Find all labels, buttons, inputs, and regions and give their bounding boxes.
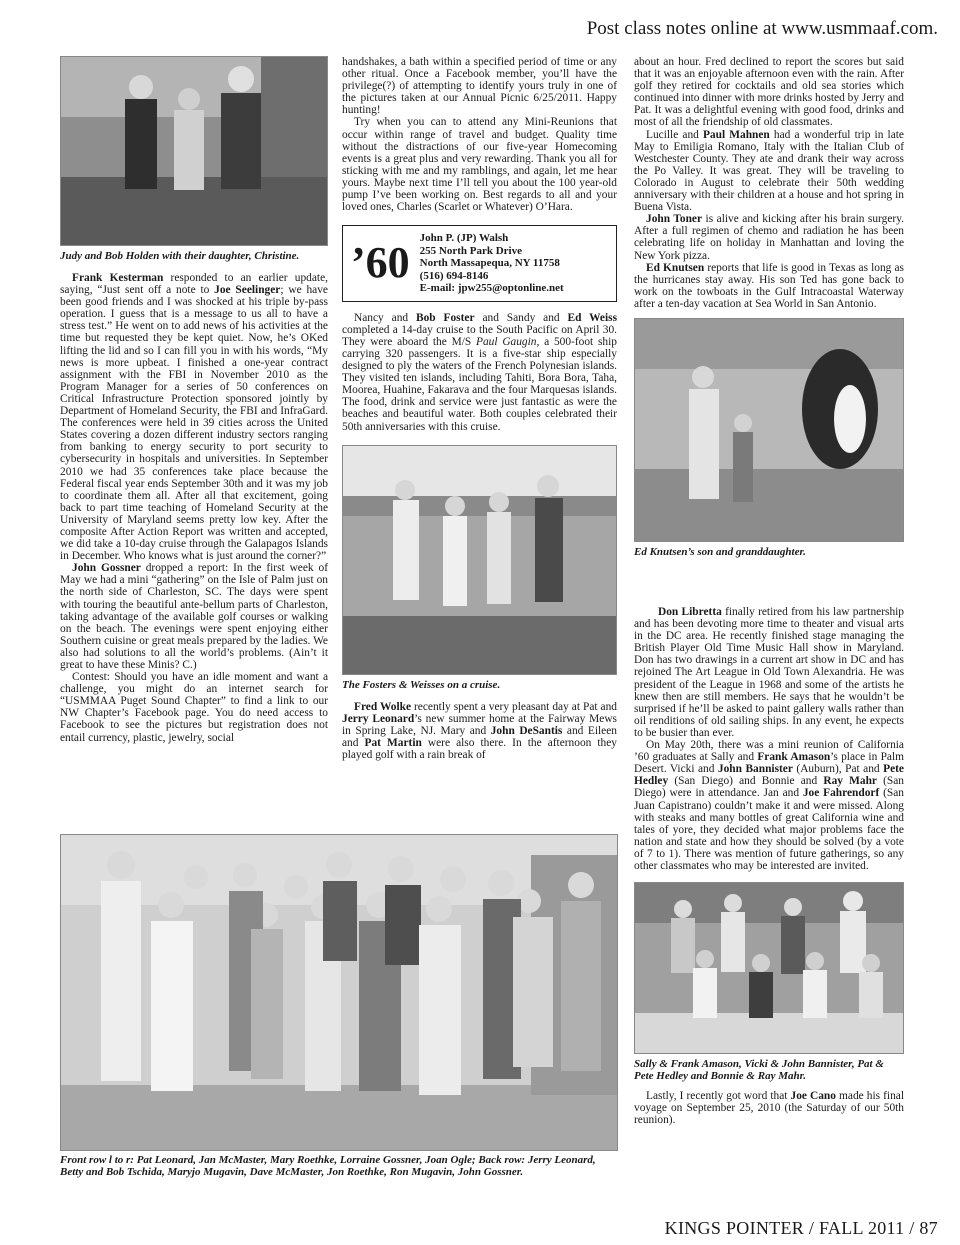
photo-california-reunion xyxy=(634,882,904,1054)
photo-caption-fosters: The Fosters & Weisses on a cruise. xyxy=(342,678,501,691)
secretary-street: 255 North Park Drive xyxy=(419,244,522,257)
text-wolke-d: were also there. In the afternoon they played golf with a rain break of xyxy=(342,736,618,762)
paragraph-wolke xyxy=(342,701,617,761)
name-gossner: John Gossner xyxy=(72,562,141,575)
text-lucille-a: Lucille and xyxy=(646,128,703,141)
photo-caption-california: Sally & Frank Amason, Vicki & John Bannister, Pat & Pete Hedley and Bonnie & Ray Mahr. xyxy=(634,1058,884,1083)
photo-knutsen-son xyxy=(634,318,904,542)
photo-caption-knutsen: Ed Knutsen’s son and granddaughter. xyxy=(634,545,806,558)
name-john-desantis: John DeSantis xyxy=(490,724,563,737)
paragraph-handshakes: handshakes, a bath within a specified period of time or any other ritual. Once a Facebook member, you’ll have the privilege(?) of attempting to identify yours truly in one of the pictures taken at our Annual Picnic 6/25/2011. Happy hunting! xyxy=(342,56,617,117)
paragraph-toner xyxy=(634,213,904,261)
photo-holden-family xyxy=(60,56,328,246)
secretary-name: John P. (JP) Walsh xyxy=(419,232,509,245)
text-wolke-a: recently spent a very pleasant day at Pat and xyxy=(411,700,618,713)
paragraph-contest: Contest: Should you have an idle moment and want a challenge, you might do an internet search for “USMMAA Puget Sound Chapter” to find a link to our NW Chapter’s Facebook page. You do need access to Facebook to see the pictures but registration does not entail currency, plastic, jewelry, social xyxy=(60,671,328,744)
name-fred-wolke: Fred Wolke xyxy=(354,700,412,713)
column-3-lower xyxy=(634,606,904,1126)
paragraph-gossner xyxy=(60,562,328,671)
name-joe-fahrendorf: Joe Fahrendorf xyxy=(802,787,880,800)
column-1 xyxy=(60,56,328,744)
name-don-libretta: Don Libretta xyxy=(658,606,722,618)
paragraph-libretta xyxy=(634,606,904,739)
paragraph-knutsen xyxy=(634,262,904,310)
paragraph-golf: about an hour. Fred declined to report the scores but said that it was an enjoyable afternoon even with the rain. After golf they retired for cocktails and old sea stories which continued into dinner with more drinks hosted by Jerry and Pat. It was a delightful evening with good food, drinks and most of all the friendship of old classmates. xyxy=(634,56,904,129)
text-nancy-d: a 500-foot ship carrying 320 passengers. It is a five-star ship especially designed to ply the waters of the French Polynesian islands. They visited ten islands, including Tahiti, Bora Bora, Taha, Moorea, Huahine, Fakarava and the four Marquesas islands. The food, drink and service were just fantastic as were the beaches and beautiful water. Both couples celebrated their 50th anniversaries with this cruise. xyxy=(342,335,617,433)
header-note: Post class notes online at www.usmmaaf.com. xyxy=(586,18,938,39)
text-may-a: On May 20th, there was a mini reunion of California ’60 graduates at Sally and xyxy=(634,739,904,764)
text-may-e: (San Diego) were in attendance. Jan and xyxy=(634,775,904,800)
photo-caption-holden: Judy and Bob Holden with their daughter, Christine. xyxy=(60,250,300,262)
photo-group-charleston xyxy=(60,834,618,1151)
text-wolke-c: and Eileen and xyxy=(342,724,617,749)
text-nancy-c: completed a 14-day cruise to the South Pacific on April 30. They were aboard the M/S xyxy=(342,323,617,348)
paragraph-mahnen xyxy=(634,129,904,214)
name-jerry-leonard: Jerry Leonard xyxy=(342,712,415,725)
name-ed-knutsen: Ed Knutsen xyxy=(646,261,705,274)
text-lastly-b: made his final voyage on September 25, 2010 (the Saturday of our 50th reunion). xyxy=(634,1090,904,1127)
name-paul-mahnen: Paul Mahnen xyxy=(702,128,770,141)
name-john-toner: John Toner xyxy=(646,213,703,226)
name-seelinger: Joe Seelinger xyxy=(214,284,281,297)
class-secretary-box xyxy=(342,225,617,302)
text-toner: is alive and kicking after his brain surgery. After a full regimen of chemo and radiation he has been celebrating life on holiday in Manhattan and loving the New York pizza. xyxy=(634,213,904,262)
name-bob-foster: Bob Foster xyxy=(416,311,475,324)
class-year: ’60 xyxy=(351,238,410,288)
paragraph-cano xyxy=(634,1090,904,1126)
text-libretta: finally retired from his law partnership and has been devoting more time to theater and visual arts in the DC area. He recently finished stage managing the British Player Old Time Music Hall show in Maryland. Don has two drawings in a current art show in DC and has rejoined The Art League in Old Town Alexandria. He was president of the League in 1968 and some of the artists he knew then are still members. He says that he wouldn’t be surprised if he’ll be asked to paint gallery walls rather than oil renditions of old sailing ships. In any event, he expects to be busier than ever. xyxy=(634,606,904,739)
column-3 xyxy=(634,56,904,568)
paragraph-kesterman xyxy=(60,272,328,562)
secretary-city: North Massapequa, NY 11758 xyxy=(419,257,560,270)
text-may-f: (San Juan Capistrano) couldn’t make it and were missed. Along with steaks and many bottles of great California wine and tales of yore, they decided what major problems face the nation and state and how they should be solved (by a vote of 7 to 1). There was mention of future gatherings, so any other classmates who may be interested are invited. xyxy=(634,787,904,872)
secretary-address xyxy=(420,232,564,295)
footer-note: KINGS POINTER / FALL 2011 / 87 xyxy=(664,1218,938,1238)
name-ed-weiss: Ed Weiss xyxy=(567,311,618,324)
text-kesterman-b: ; we have been good friends and I was shocked at his triple by-pass operation. I guess that is a message to us all to have a stress test.” He went on to add news of his activities at the time but requested they be kept quiet. Now, he’s OKed lifting the lid and so I can fill you in with his words, “My news is more upbeat. I finished a one-year contract assignment with the FBI in November 2010 as the Program Manager for a series of 50 conferences on Critical Infrastructure Protection sponsored jointly by Department of Homeland Security, the FBI and InfraGard. The conferences were held in 39 cities across the United States covering a dozen different industry sectors ranging from banking to energy security to port security to cybersecurity in hospitals and universities. In September 2010 we had 35 conferences take place because the Federal fiscal year ends September 30th and it was my job to coordinate them all. After all that excitement, going back to part time teaching of Homeland Security at the University of Maryland seems pretty low key. After the composite After Action Report was written and accepted, we did take a 10-day cruise through the Galapagos Islands in December. Who knows what is just around the corner?” xyxy=(60,284,328,563)
text-may-d: (San Diego) and Bonnie and xyxy=(668,775,824,788)
paragraph-try: Try when you can to attend any Mini-Reunions that occur within range of travel and budget. Quality time without the distractions of our five-year Homecoming events is a great plus and very rewarding. Thank you all for sticking with me and my ramblings, and again, let me hear yours. Maybe next time I’ll tell you about the 100 year-old pump I’ve been working on. Best regards to all and your loved ones, Charles (Scarlet or Whatever) O’Hara. xyxy=(342,116,617,214)
name-pete-hedley: Pete Hedley xyxy=(634,763,904,788)
photo-fosters-weisses xyxy=(342,445,617,675)
column-2 xyxy=(342,56,617,761)
text-may-c: (Auburn), Pat and xyxy=(792,763,884,776)
secretary-phone: (516) 694-8146 xyxy=(419,269,489,282)
name-frank-amason: Frank Amason xyxy=(757,751,831,764)
name-pat-martin: Pat Martin xyxy=(364,736,422,749)
paragraph-california-reunion xyxy=(634,739,904,872)
name-john-bannister: John Bannister xyxy=(717,763,793,776)
text-gossner: dropped a report: In the first week of May we had a mini “gathering” on the Isle of Palm just on the north side of Charleston, SC. The days were spent with touring the beautiful ante-bellum parts of Charleston, taking advantage of the available golf courses or walking on the beach. The evenings were spent enjoying either Southern cuisine or great meals prepared by the ladies. We also had solutions to all the world’s problems. (Ain’t it great to have these Minis? C.) xyxy=(60,562,328,671)
name-joe-cano: Joe Cano xyxy=(790,1090,836,1103)
text-wolke-b: ’s new summer home at the Fairway Mews in Spring Lake, NJ. Mary and xyxy=(342,712,617,737)
name-ray-mahr: Ray Mahr xyxy=(823,775,877,788)
text-knutsen: reports that life is good in Texas as long as the hurricanes stay away. His son Ted has gone back to work on the towboats in the Gulf Intracoastal Waterway after a ten-day vacation at Sea World in San Antonio. xyxy=(634,261,904,310)
text-nancy-b: and Sandy and xyxy=(474,311,568,324)
text-may-b: ’s place in Palm Desert. Vicki and xyxy=(634,751,904,776)
text-nancy-a: Nancy and xyxy=(354,311,416,324)
photo-caption-group: Front row l to r: Pat Leonard, Jan McMaster, Mary Roethke, Lorraine Gossner, Joan Ogle; Back row: Jerry Leonard, Betty and Bob Tschida, Maryjo Mugavin, Dave McMaster, Jon Roethke, Ron Mugavin, John Gossner. xyxy=(60,1154,596,1178)
secretary-email: E-mail: jpw255@optonline.net xyxy=(419,282,564,295)
ship-name: Paul Gaugin, xyxy=(476,335,540,348)
text-lastly-a: Lastly, I recently got word that xyxy=(646,1090,791,1103)
name-kesterman: Frank Kesterman xyxy=(72,272,164,284)
text-lucille-b: had a wonderful trip in late May to Emiligia Romano, Italy with the Italian Club of Westchester County. They ate and drank their way across the Po Valley. It was great. They will be traveling to Colorado in August to celebrate their 50th wedding anniversary with their children at a house and hot spring in Buena Vista. xyxy=(634,128,904,214)
paragraph-fosters xyxy=(342,312,617,433)
text-kesterman-a: responded to an earlier update, saying, “Just sent off a note to xyxy=(60,272,328,297)
